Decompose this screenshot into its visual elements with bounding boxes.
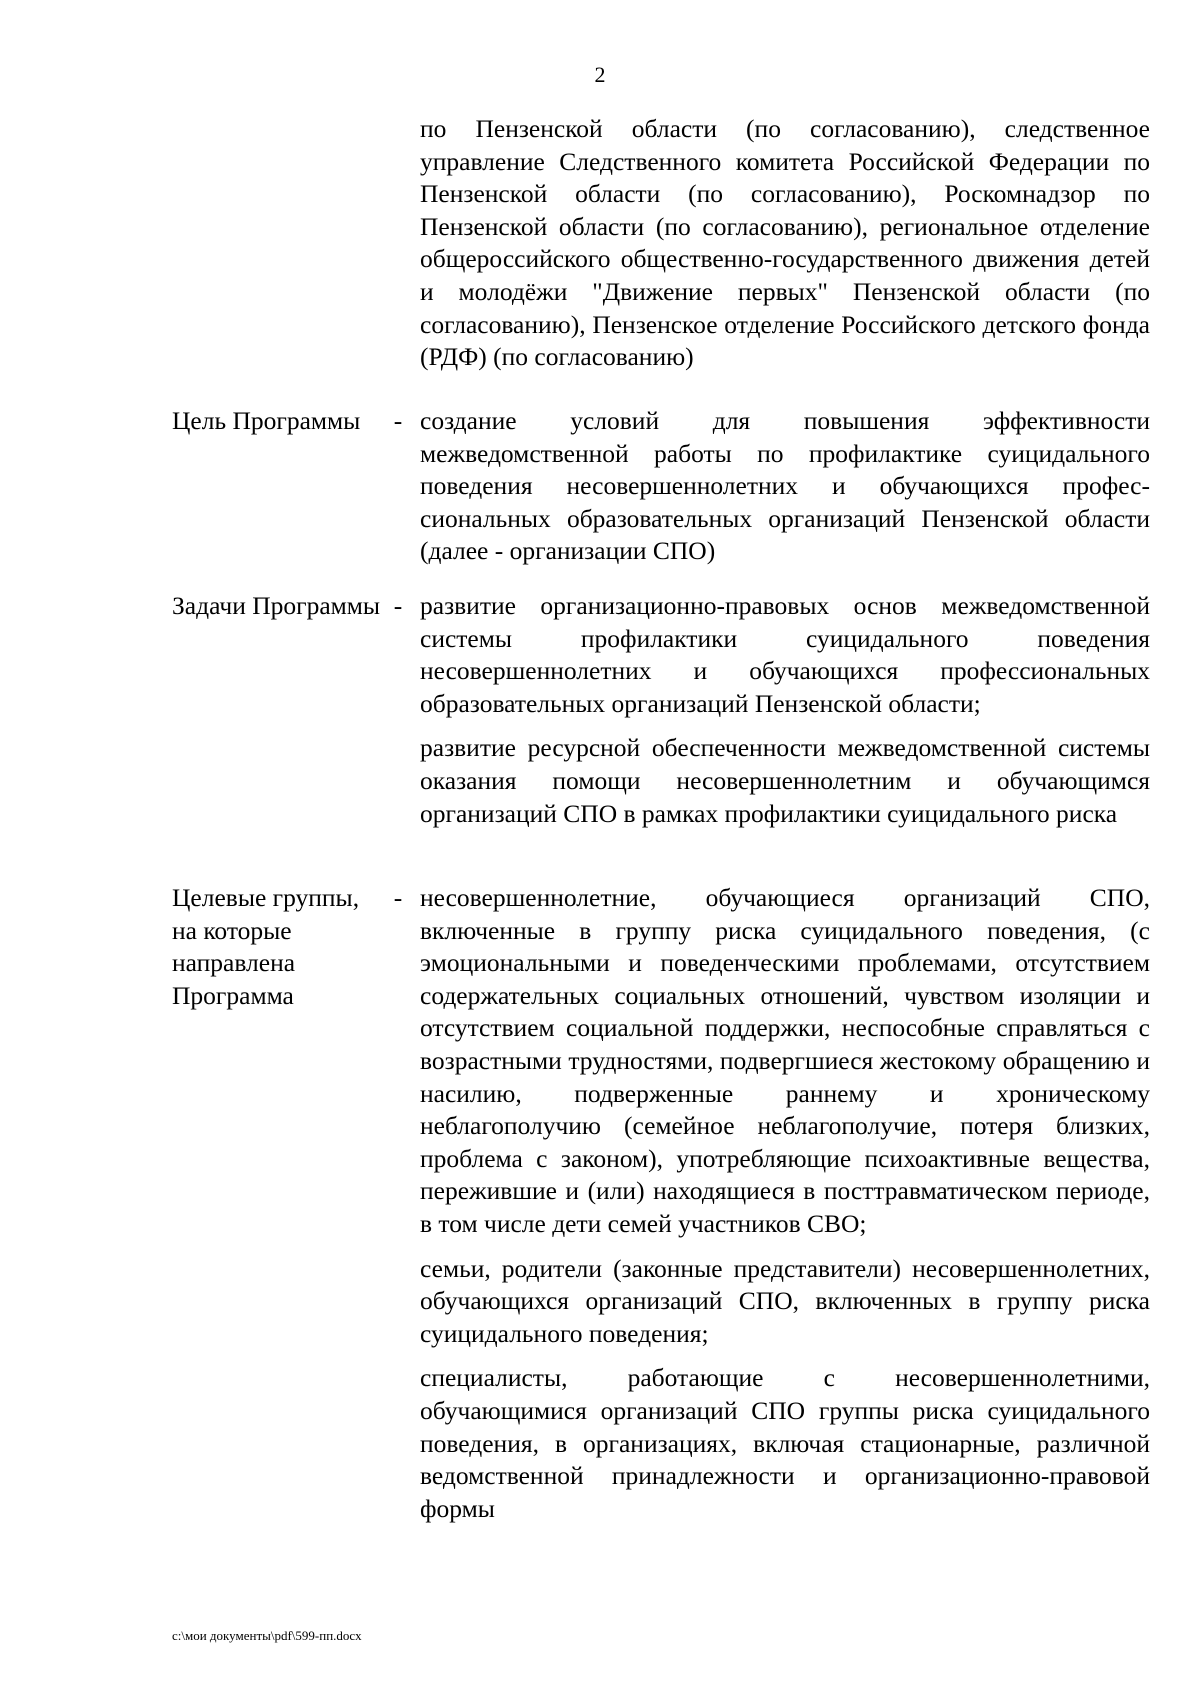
row-paragraph: по Пензенской области (по согласованию), следственное управление Следственного комитета Российской Федерации по Пензенской области (по согласованию), Роскомнадзор по Пензенской области (по согласованию), региональное отделение общероссийского общественно-государственного движения детей и молодёжи "Движение первых" Пензенской области (по согласованию), Пензенское отделение Российского детского фонда (РДФ) (по согласованию) [420, 114, 1150, 372]
row-content [420, 590, 1150, 830]
row-paragraph: создание условий для повышения эффективности межведомственной работы по профилактике суицидального поведения несовершеннолетних и обучающихся профессиональных образовательных организаций Пензенской области (далее - организации СПО) [420, 406, 1150, 566]
page-number: 2 [594, 62, 606, 87]
row-dash: - [393, 406, 403, 435]
row-paragraph: несовершеннолетние, обучающиеся организаций СПО, включенные в группу риска суицидального поведения, (с эмоциональными и поведенческими проблемами, отсутствием содержательных социальных отношений, чувством изоляции и отсутствием социальной поддержки, неспособные справляться с возрастными трудностями, подвергшиеся жестокому обращению и насилию, подверженные раннему и хроническому неблагополучию (семейное неблагополучие, потеря близких, проблема с законом), употребляющие психоактивные вещества, пережившие и (или) находящиеся в посттравматическом периоде, в том числе дети семей участников СВО; [420, 883, 1150, 1238]
row-label: Цель Программы [172, 406, 361, 435]
row-dash: - [393, 883, 403, 912]
row-content [420, 405, 1150, 568]
row-dash: - [393, 591, 403, 620]
row-label: Задачи Программы [172, 591, 381, 620]
row-paragraph: развитие ресурсной обеспеченности межведомственной системы оказания помощи несовершеннолетним и обучающимся организаций СПО в рамках профилактики суицидального риска [420, 733, 1150, 828]
footer-file-path: c:\мои документы\pdf\599-пп.docx [172, 1628, 362, 1643]
row-content [420, 113, 1150, 374]
row-label: Целевые группы, на которые направлена Программа [172, 883, 360, 1010]
row-paragraph: развитие организационно-правовых основ межведомственной системы профилактики суицидального поведения несовершеннолетних и обучающихся профессиональных образовательных организаций Пензенской области; [420, 591, 1150, 718]
row-content [420, 882, 1150, 1525]
row-paragraph: специалисты, работающие с несовершеннолетними, обучающимися организаций СПО группы риска суицидального поведения, в организациях, включая стационарные, различной ведомственной принадлежности и организационно-правовой формы [420, 1363, 1150, 1523]
row-paragraph: семьи, родители (законные представители) несовершеннолетних, обучающихся организаций СПО, включенных в группу риска суицидального поведения; [420, 1253, 1150, 1348]
